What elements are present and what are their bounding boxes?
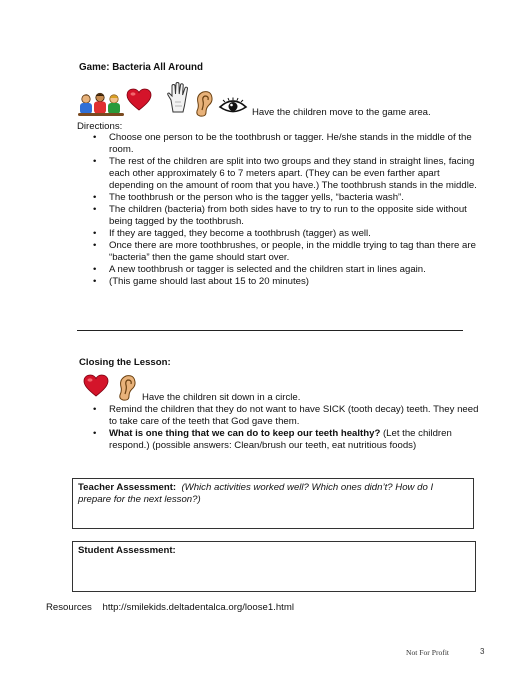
game-intro: Have the children move to the game area. — [252, 107, 431, 118]
footer-label: Not For Profit — [406, 648, 450, 657]
list-item — [92, 428, 487, 452]
game-title: Game: Bacteria All Around — [79, 62, 203, 73]
hand-icon — [166, 82, 192, 114]
closing-list — [92, 404, 487, 452]
closing-intro: Have the children sit down in a circle. — [142, 392, 301, 403]
closing-icon-row — [83, 372, 143, 404]
question-text: What is one thing that we can do to keep our teeth healthy? — [109, 428, 381, 439]
list-item: • A new toothbrush or tagger is selected and the children start in lines again. — [92, 264, 487, 276]
list-item: • Once there are more toothbrushes, or people, in the middle trying to tag than there are “bacteria” then the game should start over. — [92, 240, 487, 264]
list-item: • If they are tagged, they become a toothbrush (tagger) as well. — [92, 228, 487, 240]
list-item: • (This game should last about 15 to 20 minutes) — [92, 276, 487, 288]
list-item: • The children (bacteria) from both sides have to try to run to the opposite side without being tagged by the toothbrush. — [92, 204, 487, 228]
teacher-assessment-box[interactable] — [72, 478, 474, 529]
resources-line: Resources http://smilekids.deltadentalca.org/loose1.html — [46, 602, 294, 613]
ear-icon — [117, 374, 137, 402]
eye-icon — [218, 96, 248, 116]
heart-icon — [83, 374, 109, 398]
ear-icon — [194, 90, 214, 118]
student-assessment-label: Student Assessment: — [78, 545, 176, 556]
directions-list — [92, 132, 487, 288]
question-note: (Let the children respond.) (possible answers: Clean/brush our teeth, eat nutritious foods) — [109, 428, 452, 451]
teacher-assessment-label: Teacher Assessment: — [78, 482, 177, 493]
directions-label: Directions: — [77, 121, 123, 132]
teacher-assessment-prompt: (Which activities worked well? Which ones didn’t? How do I prepare for the next lesson?) — [78, 482, 434, 505]
list-item: • The toothbrush or the person who is the tagger yells, “bacteria wash”. — [92, 192, 487, 204]
heart-icon — [126, 88, 152, 112]
closing-title: Closing the Lesson: — [79, 357, 171, 368]
game-icon-row — [78, 84, 250, 120]
children-group-icon — [78, 92, 124, 118]
page-number: 3 — [480, 647, 485, 656]
section-divider — [77, 330, 463, 331]
list-item: • Remind the children that they do not want to have SICK (tooth decay) teeth. They need to take care of the teeth that God gave them. — [92, 404, 487, 428]
list-item: • Choose one person to be the toothbrush or tagger. He/she stands in the middle of the room. — [92, 132, 487, 156]
student-assessment-box[interactable] — [72, 541, 476, 592]
list-item: • The rest of the children are split into two groups and they stand in straight lines, facing each other approximately 6 to 7 meters apart. (They can be even farther apart depending on the amount of room that you have.) The toothbrush stands in the middle. — [92, 156, 487, 192]
